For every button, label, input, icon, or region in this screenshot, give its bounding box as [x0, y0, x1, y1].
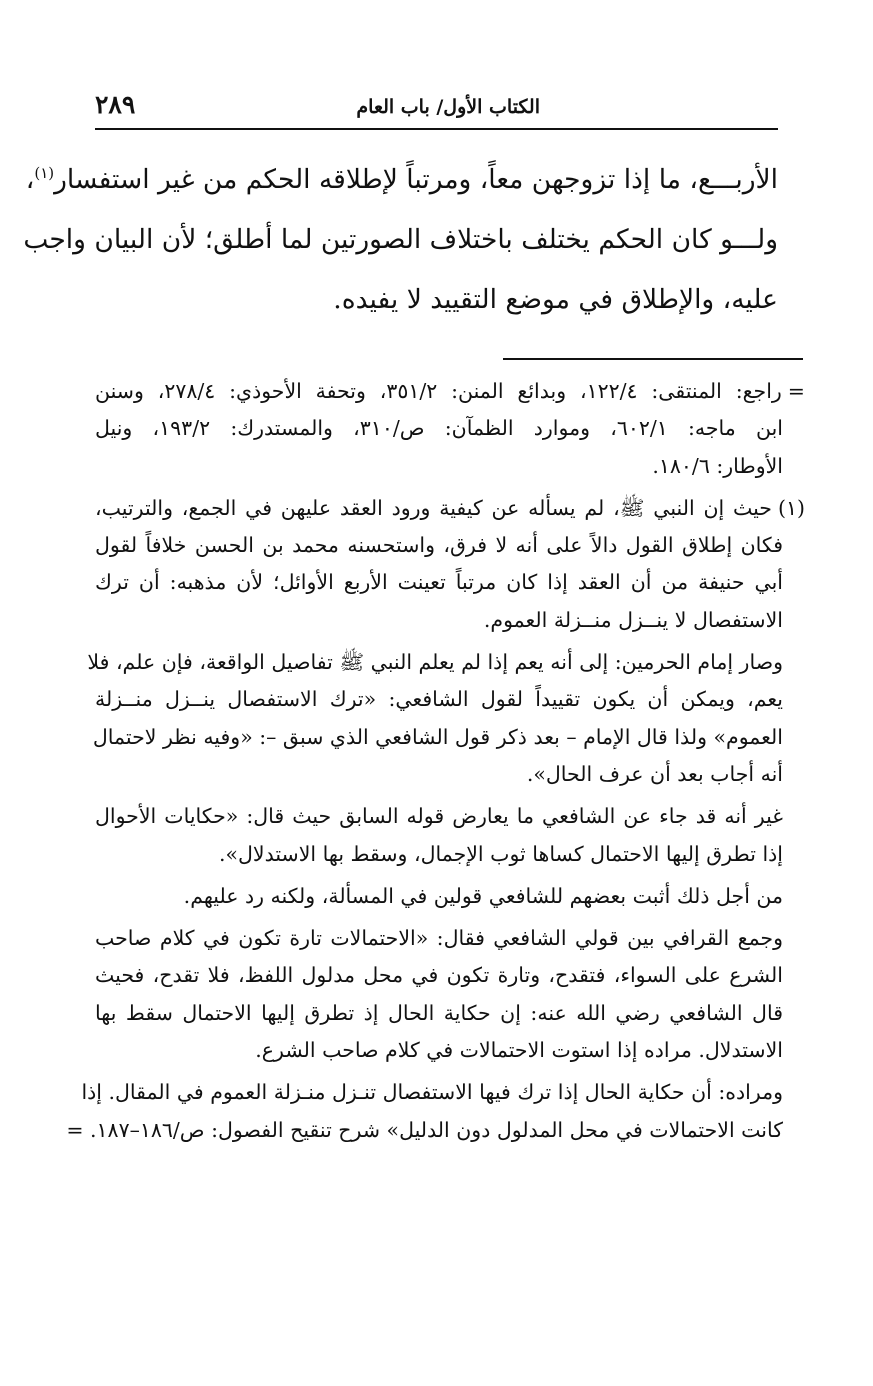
continuation-marker: = — [787, 379, 805, 403]
footnote-line: إذا تطرق إليها الاحتمال كساها ثوب الإجمال، وسقط بها الاستدلال». — [218, 841, 783, 866]
footnote-line: من أجل ذلك أثبت بعضهم للشافعي قولين في المسألة، ولكنه رد عليهم. — [183, 883, 783, 908]
footnote-line: ومراده: أن حكاية الحال إذا ترك فيها الاستفصال تنـزل منـزلة العموم في المقال. إذا — [81, 1080, 783, 1105]
footnote-1-marker: (١) — [777, 495, 805, 520]
footnote-line — [95, 373, 805, 410]
footnote-reference-suffix: ، — [25, 164, 35, 195]
footnote-line: الأوطار: ١٨٠/٦. — [652, 453, 783, 478]
footnote-line: الاستدلال. مراده إذا استوت الاحتمالات في كلام صاحب الشرع. — [255, 1038, 783, 1063]
footnote-line: الاستفصال لا ينــزل منــزلة العموم. — [483, 607, 783, 632]
footnote-1-paragraph — [95, 490, 805, 639]
footnote-1-paragraph — [66, 1074, 805, 1149]
footnote-line — [95, 490, 805, 527]
running-title: الكتاب الأول/ باب العام — [356, 96, 540, 118]
footnotes — [66, 373, 805, 1154]
footnote-line-content: راجع: المنتقى: ١٢٢/٤، وبدائع المنن: ٣٥١/٢، وتحفة الأحوذي: ٢٧٨/٤، وسنن — [95, 379, 782, 403]
footnote-line: أنه أجاب بعد أن عرف الحال». — [526, 761, 783, 786]
footnote-line: الشرع على السواء، فتقدح، وتارة تكون في محل مدلول اللفظ، فلا تقدح، فحيث — [95, 963, 783, 988]
footnote-line: فكان إطلاق القول دالاً على أنه لا فرق، واستحسنه محمد بن الحسن خلافاً لقول — [95, 533, 783, 558]
footnote-line: العموم» ولذا قال الإمام – بعد ذكر قول الشافعي الذي سبق –: «وفيه نظر لاحتمال — [92, 724, 783, 749]
footnote-line: قال الشافعي رضي الله عنه: إن حكاية الحال إذ تطرق إليها الاحتمال سقط بها — [95, 1000, 783, 1025]
footnote-line: وجمع القرافي بين قولي الشافعي فقال: «الاحتمالات تارة تكون في كلام صاحب — [95, 926, 783, 951]
footnote-line: يعم، ويمكن أن يكون تقييداً لقول الشافعي: «ترك الاستفصال ينــزل منــزلة — [95, 687, 783, 712]
footnote-line: أبي حنيفة من أن العقد إذا كان مرتباً تعينت الأربع الأوائل؛ لأن مذهبه: أن ترك — [95, 570, 783, 595]
main-text-line — [25, 150, 778, 210]
footnote-line: ابن ماجه: ٦٠٢/١، وموارد الظمآن: ص/٣١٠، والمستدرك: ١٩٣/٢، ونيل — [95, 416, 783, 441]
footnote-1-paragraph — [95, 920, 805, 1069]
main-text-line: عليه، والإطلاق في موضع التقييد لا يفيده. — [333, 284, 778, 315]
footnote-continuation — [95, 373, 805, 485]
main-text — [23, 150, 778, 330]
footnote-line: كانت الاحتمالات في محل المدلول دون الدليل» شرح تنقيح الفصول: ص/١٨٦–١٨٧. = — [66, 1117, 783, 1142]
footnote-1-paragraph — [95, 798, 805, 873]
footnote-1-paragraph — [87, 644, 805, 793]
footnote-line-content: حيث إن النبي ﷺ، لم يسأله عن كيفية ورود العقد عليهن في الجمع، والترتيب، — [95, 495, 772, 520]
page-number: ٢٨٩ — [95, 90, 136, 119]
footnote-reference: (١) — [34, 164, 55, 183]
footnote-line: غير أنه قد جاء عن الشافعي ما يعارض قوله السابق حيث قال: «حكايات الأحوال — [95, 804, 783, 829]
footnote-line: وصار إمام الحرمين: إلى أنه يعم إذا لم يعلم النبي ﷺ تفاصيل الواقعة، فإن علم، فلا — [87, 650, 783, 675]
footnote-1-paragraph — [95, 878, 805, 915]
main-text-line: ولـــو كان الحكم يختلف باختلاف الصورتين لما أطلق؛ لأن البيان واجب — [23, 224, 778, 255]
page-header — [95, 88, 778, 130]
footnote-separator — [503, 358, 803, 360]
main-text-line-content: الأربـــع، ما إذا تزوجهن معاً، ومرتباً لإطلاقه الحكم من غير استفسار — [54, 164, 778, 195]
